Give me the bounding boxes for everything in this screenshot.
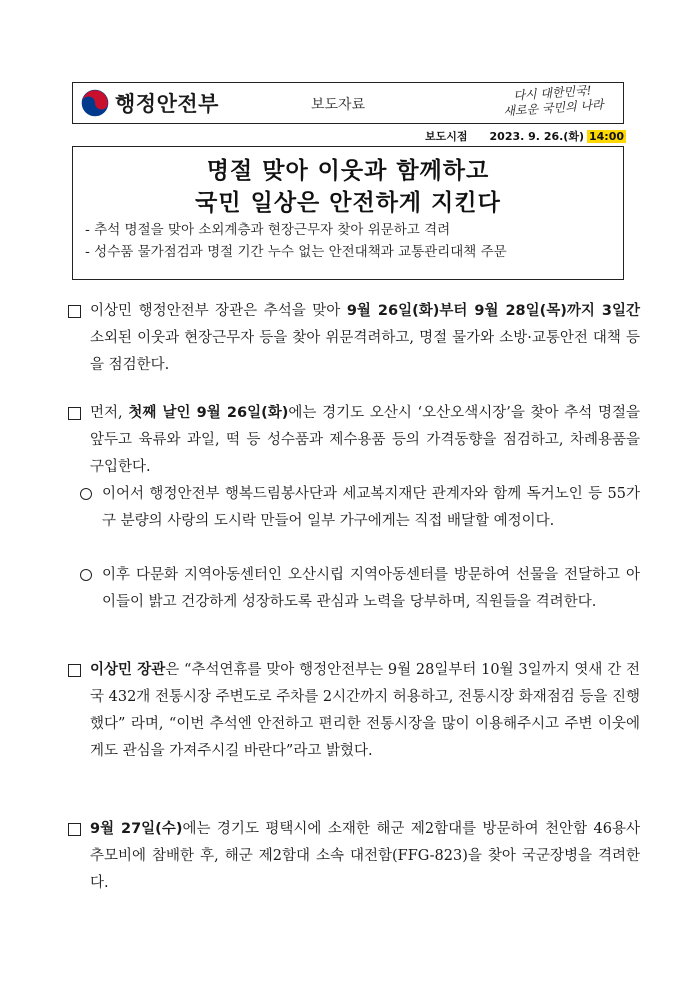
headline-box xyxy=(72,146,624,280)
square-bullet-icon xyxy=(68,407,81,420)
bold-run: 9월 26일(화)부터 9월 28일(목)까지 3일간 xyxy=(346,303,640,319)
doc-type-label: 보도자료 xyxy=(311,97,366,113)
sub-paragraph-1 xyxy=(66,481,640,535)
release-date: 2023. 9. 26.(화) xyxy=(489,130,584,143)
slogan-line: 새로운 국민의 나라 xyxy=(502,97,605,119)
paragraph-3 xyxy=(66,657,640,765)
text-run: 먼저, xyxy=(90,405,129,421)
bold-run: 9월 27일(수) xyxy=(90,821,183,837)
text-run: 은 “추석연휴를 맞아 행정안전부는 9월 28일부터 10월 3일까지 엿새 간 전국 432개 전통시장 주변도로 주차를 2시간까지 허용하고, 전통시장 화재점검 등을 진행했다” 라며, “이번 추석엔 안전하고 편리한 전통시장을 많이 이용해주시고 주변 이웃에게도 관심을 가져주시길 바란다”라고 밝혔다. xyxy=(90,662,640,759)
circle-bullet-icon xyxy=(80,569,92,581)
taegeuk-emblem-icon xyxy=(81,89,109,117)
text-run: 이상민 행정안전부 장관은 추석을 맞아 xyxy=(90,303,347,319)
release-clock: 14:00 xyxy=(588,129,624,143)
headline-line1: 명절 맞아 이웃과 함께하고 xyxy=(206,158,490,184)
subheadline-2: - 성수품 물가점검과 명절 기간 누수 없는 안전대책과 교통관리대책 주문 xyxy=(85,244,507,260)
square-bullet-icon xyxy=(68,305,81,318)
square-bullet-icon xyxy=(68,823,81,836)
paragraph-4 xyxy=(66,816,640,897)
paragraph-1 xyxy=(66,298,640,379)
circle-bullet-icon xyxy=(80,488,92,500)
bold-run: 첫째 날인 9월 26일(화) xyxy=(128,405,289,421)
paragraph-2 xyxy=(66,400,640,481)
text-run: 에는 경기도 평택시에 소재한 해군 제2함대를 방문하여 천안함 46용사 추모비에 참배한 후, 해군 제2함대 소속 대전함(FFG-823)을 찾아 국군장병을 격려한다. xyxy=(90,821,640,891)
slogan-line: 다시 대한민국! xyxy=(512,83,592,103)
ministry-name: 행정안전부 xyxy=(115,92,219,116)
release-label: 보도시점 xyxy=(425,130,468,143)
paragraph-text: 이후 다문화 지역아동센터인 오산시립 지역아동센터를 방문하여 선물을 전달하고 아이들이 밝고 건강하게 성장하도록 관심과 노력을 당부하며, 직원들을 격려한다. xyxy=(102,567,640,610)
paragraph-text: 이어서 행정안전부 행복드림봉사단과 세교복지재단 관계자와 함께 독거노인 등 55가구 분량의 사랑의 도시락 만들어 일부 가구에게는 직접 배달할 예정이다. xyxy=(102,486,640,529)
press-header xyxy=(72,82,624,124)
text-run: 소외된 이웃과 현장근무자 등을 찾아 위문격려하고, 명절 물가와 소방·교통안전 대책 등을 점검한다. xyxy=(90,330,640,373)
sub-paragraph-2 xyxy=(66,562,640,616)
slogan-handwriting xyxy=(492,82,614,120)
paragraph-text xyxy=(90,400,640,481)
paragraph-text xyxy=(90,816,640,897)
paragraph-text xyxy=(90,298,640,379)
paragraph-text xyxy=(90,657,640,765)
square-bullet-icon xyxy=(68,664,81,677)
headline-line2: 국민 일상은 안전하게 지킨다 xyxy=(195,190,501,216)
release-time xyxy=(425,128,626,144)
text-run: 에는 경기도 오산시 ‘오산오색시장’을 찾아 추석 명절을 앞두고 육류와 과일, 떡 등 성수품과 제수용품 등의 가격동향을 점검하고, 차례용품을 구입한다. xyxy=(90,405,641,475)
bold-run: 이상민 장관 xyxy=(90,662,166,678)
ministry-logo xyxy=(73,88,253,118)
subheadline-1: - 추석 명절을 맞아 소외계층과 현장근무자 찾아 위문하고 격려 xyxy=(85,222,451,238)
